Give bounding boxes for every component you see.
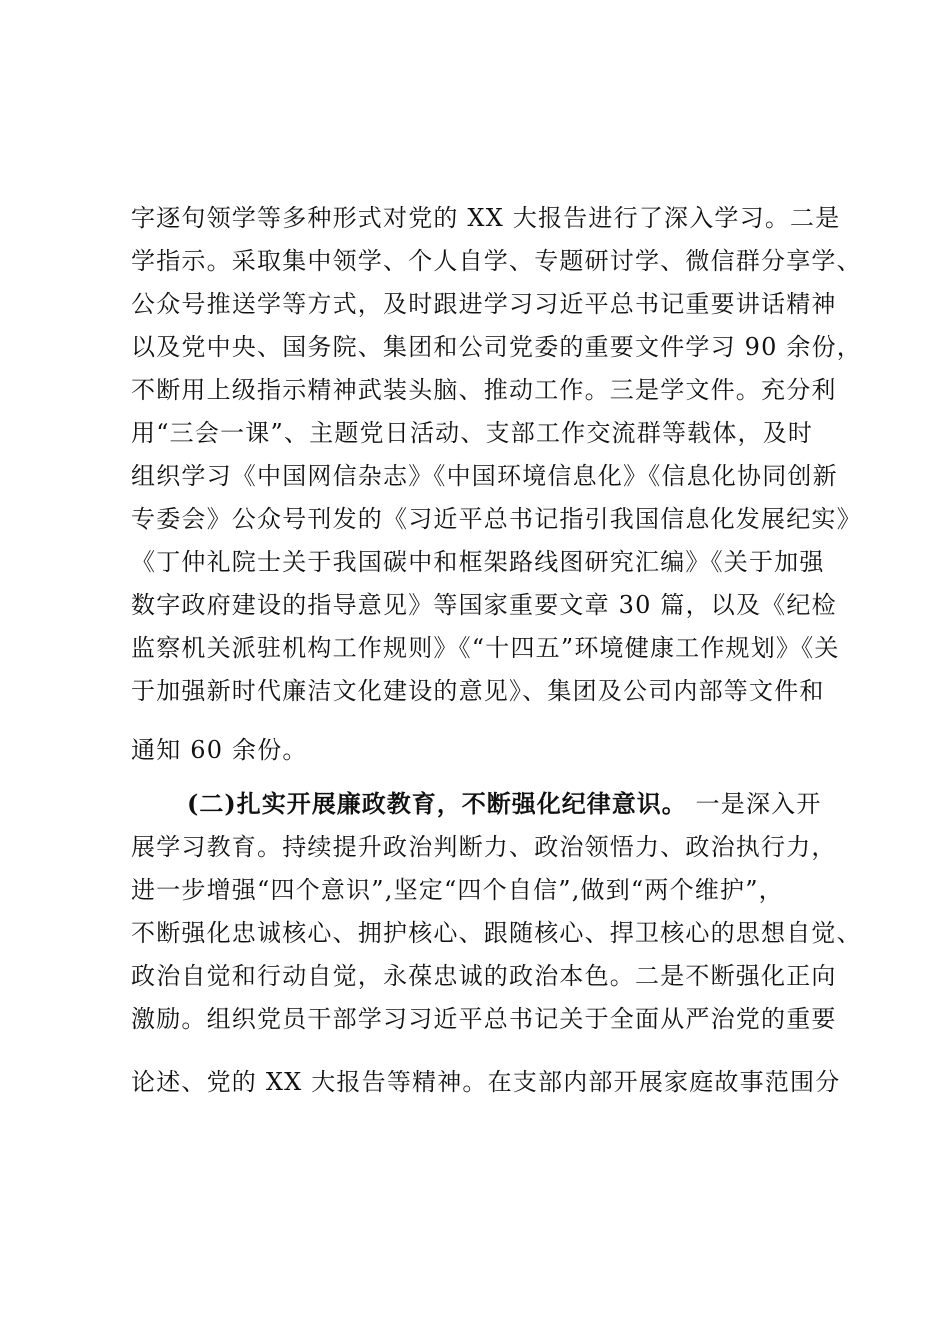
- paragraph-line: 进一步增强“四个意识”,坚定“四个自信”,做到“两个维护”，: [131, 876, 784, 904]
- paragraph-line: 专委会》公众号刊发的《习近平总书记指引我国信息化发展纪实》: [131, 505, 862, 533]
- paragraph-line: 通知 60 余份。: [131, 736, 308, 764]
- paragraph-line: 以及党中央、国务院、集团和公司党委的重要文件学习 90 余份，: [131, 333, 862, 361]
- paragraph-line: 于加强新时代廉洁文化建设的意见》、集团及公司内部等文件和: [131, 677, 825, 705]
- paragraph-line: 监察机关派驻机构工作规则》《“十四五”环境健康工作规划》《关: [131, 634, 840, 662]
- paragraph-line: 激励。组织党员干部学习习近平总书记关于全面从严治党的重要: [131, 1005, 837, 1033]
- paragraph-line: 不断强化忠诚核心、拥护核心、跟随核心、捍卫核心的思想自觉、: [131, 919, 862, 947]
- paragraph-line: 用“三会一课”、主题党日活动、支部工作交流群等载体，及时: [131, 419, 814, 447]
- paragraph-line: 《丁仲礼院士关于我国碳中和框架路线图研究汇编》《关于加强: [131, 548, 825, 576]
- paragraph-line: 不断用上级指示精神武装头脑、推动工作。三是学文件。充分利: [131, 376, 837, 404]
- section-heading: (二)扎实开展廉政教育，不断强化纪律意识。: [187, 789, 687, 818]
- paragraph-line: 数字政府建设的指导意见》等国家重要文章 30 篇，以及《纪检: [131, 591, 837, 619]
- paragraph-line: 组织学习《中国网信杂志》《中国环境信息化》《信息化协同创新: [131, 462, 838, 490]
- paragraph-line: 字逐句领学等多种形式对党的 XX 大报告进行了深入学习。二是: [131, 204, 841, 232]
- paragraph-line: 公众号推送学等方式，及时跟进学习习近平总书记重要讲话精神: [131, 290, 837, 318]
- heading-line-continuation: 一是深入开: [695, 790, 822, 818]
- paragraph-line: 政治自觉和行动自觉，永葆忠诚的政治本色。二是不断强化正向: [131, 962, 837, 990]
- paragraph-line: 展学习教育。持续提升政治判断力、政治领悟力、政治执行力，: [131, 833, 837, 861]
- paragraph-line: 学指示。采取集中领学、个人自学、专题研讨学、微信群分享学、: [131, 247, 862, 275]
- section-heading-line: [187, 789, 831, 819]
- paragraph-line: 论述、党的 XX 大报告等精神。在支部内部开展家庭故事范围分: [131, 1068, 841, 1096]
